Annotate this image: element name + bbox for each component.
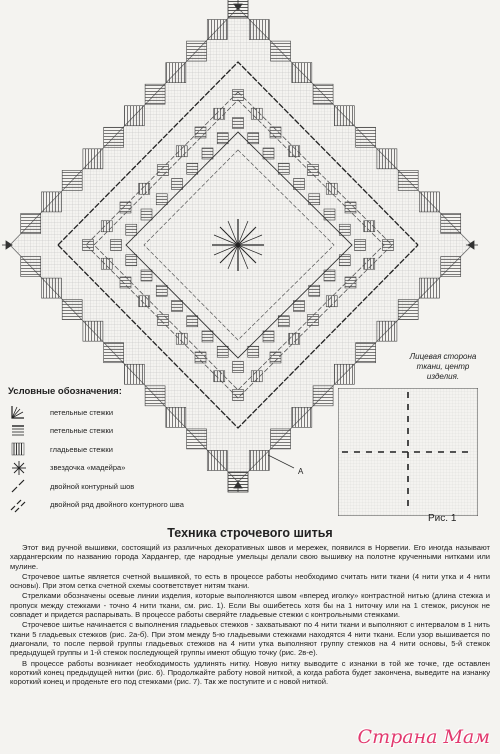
double-row-outline-stitch-icon: [8, 497, 34, 513]
border-block: [271, 41, 291, 61]
border-block: [187, 41, 207, 61]
legend-item: [8, 440, 223, 459]
satin-block: [214, 108, 225, 119]
satin-block: [251, 108, 262, 119]
border-block: [104, 127, 124, 147]
callout-a-label: А: [298, 467, 304, 476]
satin-block: [172, 301, 183, 312]
callout-a: [268, 455, 304, 476]
article-paragraph: Строчевое шитье является счетной вышивкой, то есть в процессе работы необходимо считать нити ткани (4 нити утка и 4 нити основы). При этом сетка счетной схемы соответствует нитям ткани.: [10, 571, 490, 591]
satin-block: [158, 315, 169, 326]
satin-block: [251, 371, 262, 382]
satin-block: [355, 240, 366, 251]
satin-block: [120, 277, 131, 288]
border-block: [377, 321, 397, 341]
legend-item-label: двойной контурный шов: [50, 481, 135, 491]
article-paragraph: Этот вид ручной вышивки, состоящий из различных декоративных швов и мережек, появился в Норвегии. Его иногда называют хардангерским по названию города Хардангер, где народные умельцы делали свою вышивку на полотне крученными нитками или мулине.: [10, 543, 490, 571]
satin-block: [156, 285, 167, 296]
article-paragraph: В процессе работы возникает необходимость удлинять нитку. Новую нитку выводите с изнанки в той же точке, где оставлен короткий конец предыдущей нитки (рис. 6). Продолжайте работу новой ниткой, а когда работа будет закончена, выведите на изнанку короткий конец и проденьте его под стежками (рис. 7). Так же поступите и с новой ниткой.: [10, 658, 490, 687]
satin-block: [139, 183, 150, 194]
satin-block: [126, 255, 137, 266]
border-block: [356, 343, 376, 363]
border-block: [377, 149, 397, 169]
satin-block: [158, 165, 169, 176]
satin-block: [83, 240, 94, 251]
border-block: [166, 63, 186, 83]
satin-block: [214, 371, 225, 382]
satin-block: [120, 202, 131, 213]
legend-item: [8, 422, 223, 441]
watermark: Страна Мам: [357, 726, 490, 748]
satin-block: [141, 209, 152, 220]
satin-block: [195, 352, 206, 363]
satin-block: [248, 133, 259, 144]
article-paragraph: Строчевое шитье начинается с выполнения гладьевых стежков - захватывают по 4 нити ткани и выполняют с интервалом в 1 нить ткани 5 гладьевых стежков (рис. 2а-б). При этом между 5-ю гладьевыми стежками находятся 4 нити ткани. Если узор вышивается по диагонали, то после первой группы гладьевых стежков на 4 нити утка выполняют группу стежков на 4 нити основы, 5-й стежок предыдущей группы и 1-й стежок последующей группы имеют общую точку (рис. 2в-е).: [10, 620, 490, 658]
satin-block: [111, 240, 122, 251]
satin-block: [141, 270, 152, 281]
satin-block: [233, 118, 244, 129]
legend-item: [8, 459, 223, 478]
border-block: [62, 300, 82, 320]
satin-stitch-icon: [8, 441, 34, 457]
satin-block: [126, 224, 137, 235]
satin-block: [294, 179, 305, 190]
border-block: [249, 20, 269, 40]
satin-block: [101, 258, 112, 269]
legend-item-label: петельные стежки: [50, 426, 114, 436]
satin-block: [289, 333, 300, 344]
satin-block: [195, 127, 206, 138]
buttonhole-corner-stitch-icon: [8, 404, 34, 420]
border-block: [21, 257, 41, 277]
satin-block: [176, 146, 187, 157]
article: [10, 526, 490, 687]
legend-item-label: гладьевые стежки: [50, 444, 113, 454]
satin-block: [156, 194, 167, 205]
satin-block: [248, 346, 259, 357]
legend-item: [8, 477, 223, 496]
border-block: [419, 192, 439, 212]
border-block: [398, 170, 418, 190]
figure-1-grid: [338, 388, 478, 516]
satin-block: [309, 285, 320, 296]
satin-block: [233, 362, 244, 373]
satin-block: [101, 221, 112, 232]
border-block: [21, 213, 41, 233]
legend-item: [8, 496, 223, 515]
border-block: [207, 20, 227, 40]
legend-item: [8, 403, 223, 422]
border-block: [249, 450, 269, 470]
border-block: [83, 149, 103, 169]
satin-block: [263, 148, 274, 159]
border-block: [334, 106, 354, 126]
satin-block: [278, 163, 289, 174]
border-block: [124, 364, 144, 384]
double-outline-stitch-icon: [8, 478, 34, 494]
border-block: [271, 429, 291, 449]
satin-block: [202, 148, 213, 159]
satin-block: [270, 352, 281, 363]
border-block: [41, 278, 61, 298]
border-block: [441, 213, 461, 233]
satin-block: [263, 331, 274, 342]
satin-block: [187, 316, 198, 327]
border-block: [313, 386, 333, 406]
figure-1-caption: Лицевая сторона ткани, центр изделия.: [409, 352, 477, 381]
border-block: [356, 127, 376, 147]
border-block: [145, 84, 165, 104]
border-block: [398, 300, 418, 320]
satin-block: [270, 127, 281, 138]
satin-block: [176, 333, 187, 344]
legend-item-label: двойной ряд двойного контурного шва: [50, 500, 184, 510]
madeira-star-icon: [8, 460, 34, 476]
border-block: [419, 278, 439, 298]
legend-item-label: звездочка «мадейра»: [50, 463, 126, 473]
satin-block: [217, 346, 228, 357]
border-block: [83, 321, 103, 341]
satin-block: [139, 296, 150, 307]
border-block: [334, 364, 354, 384]
satin-block: [294, 301, 305, 312]
border-block: [441, 257, 461, 277]
satin-block: [217, 133, 228, 144]
satin-block: [187, 163, 198, 174]
legend-title: Условные обозначения:: [8, 386, 122, 397]
legend-item-label: петельные стежки: [50, 407, 114, 417]
article-paragraph: Стрелками обозначены осевые линии изделия, которые выполняются швом «вперед иголку» контрастной нитью (длина стежка и пропуск между стежками - точно 4 нити ткани, см. рис. 1). Если Вы ошибетесь хотя бы на 1 ниточку или на 1 стежок, рисунок не совпадет и придется распарывать. В процессе работы сверяйте гладьевые стежки с контрольными стежками.: [10, 591, 490, 620]
satin-block: [309, 194, 320, 205]
border-block: [313, 84, 333, 104]
article-title: Техника строчевого шитья: [167, 526, 333, 540]
satin-block: [233, 390, 244, 401]
border-block: [124, 106, 144, 126]
buttonhole-edge-stitch-icon: [8, 423, 34, 439]
border-block: [292, 63, 312, 83]
satin-block: [233, 90, 244, 101]
border-block: [104, 343, 124, 363]
satin-block: [278, 316, 289, 327]
legend: [8, 386, 223, 514]
figure-1-label: Рис. 1: [428, 513, 457, 524]
satin-block: [202, 331, 213, 342]
border-block: [41, 192, 61, 212]
border-block: [62, 170, 82, 190]
border-block: [292, 407, 312, 427]
satin-block: [172, 179, 183, 190]
